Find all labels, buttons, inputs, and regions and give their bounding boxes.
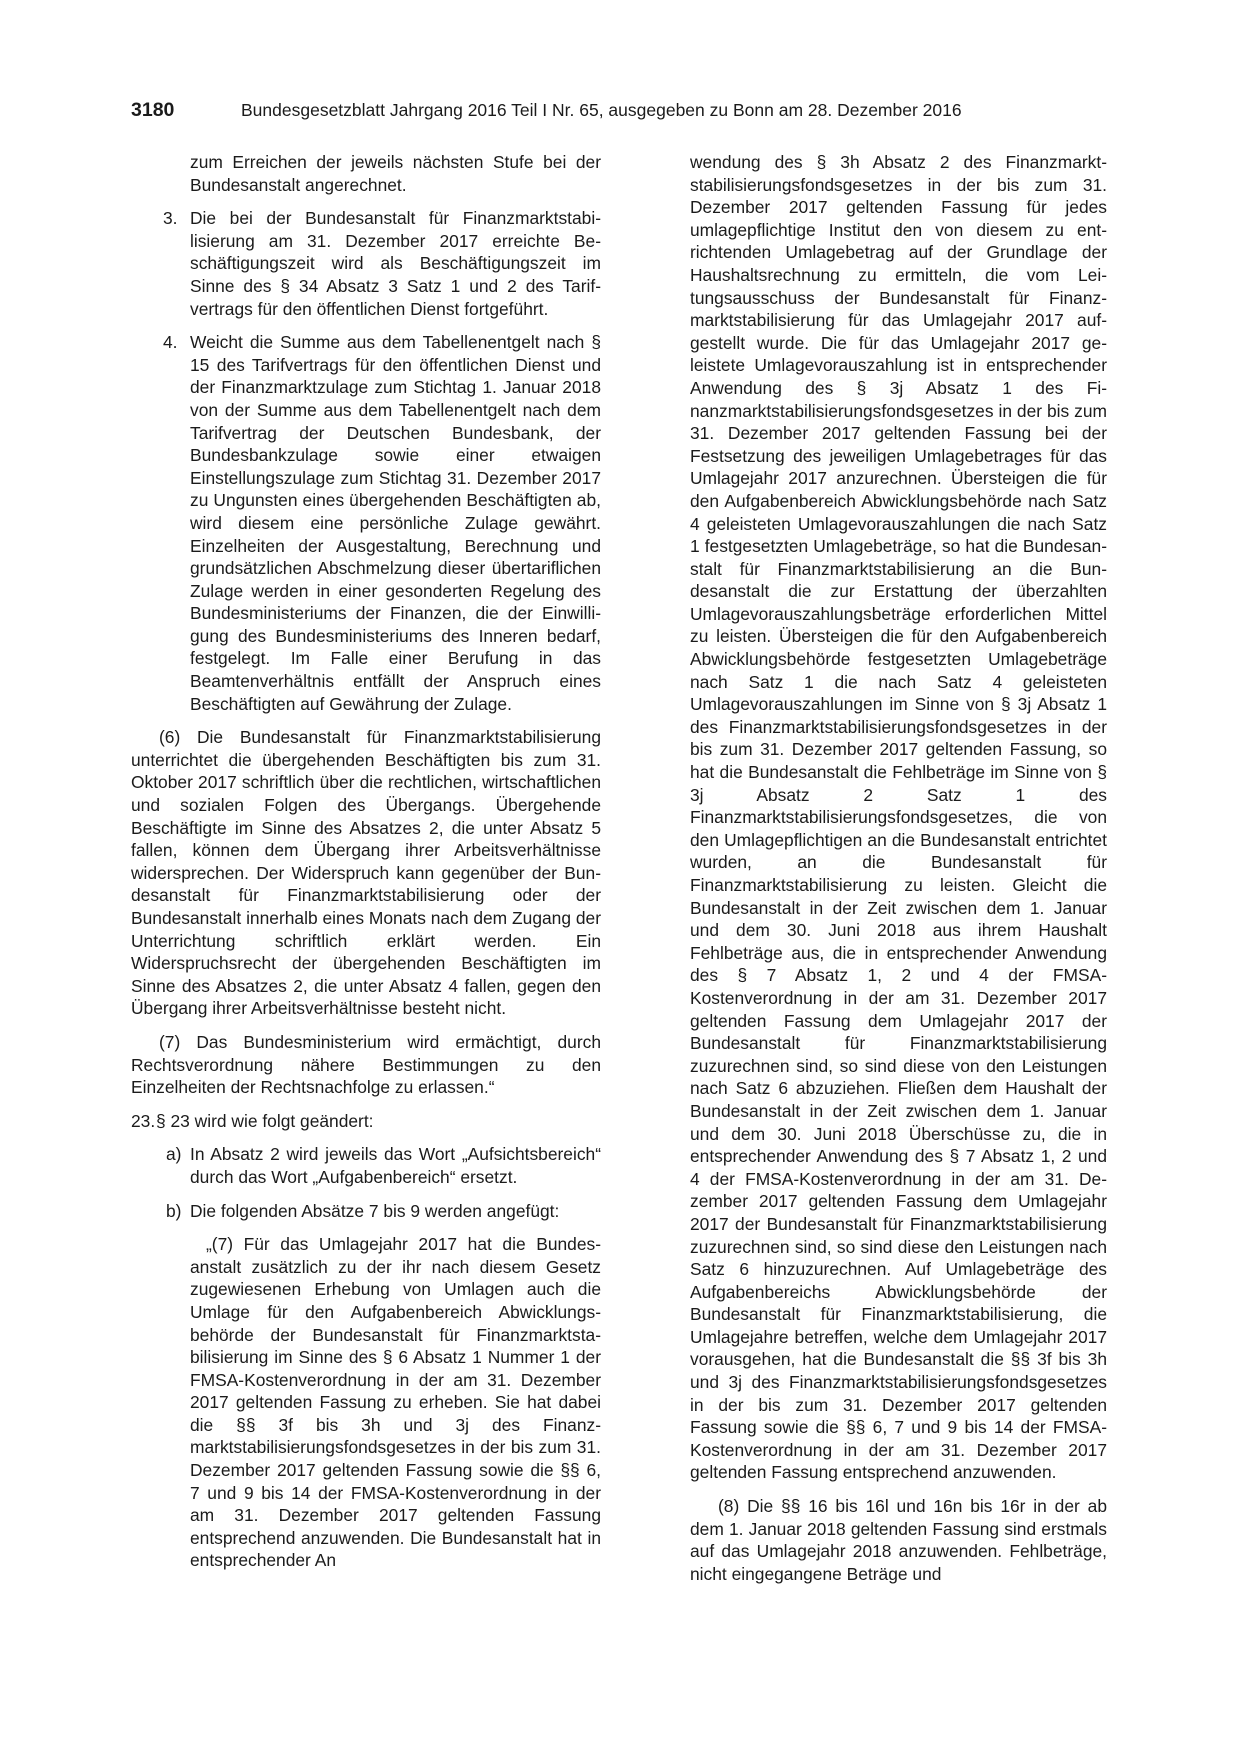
sub-item-letter: a) [166,1144,182,1165]
paragraph-8: (8) Die §§ 16 bis 16l und 16n bis 16r in der ab dem 1. Januar 2018 geltenden Fassung sind erstmals auf das Umlagejahr 2018 anzuwenden. Fehlbeträge, nicht eingegangene Beträge und [690,1496,1107,1584]
list-item-23 [131,1110,601,1133]
list-item-4 [163,331,601,715]
list-item-3 [163,207,601,320]
sub-item-a [166,1143,601,1188]
paragraph-7: (7) Das Bundesministerium wird ermächtigt, durch Rechtsverordnung nähere Bestimmungen zu den Einzelheiten der Rechtsnachfolge zu erlassen.“ [131,1031,601,1098]
sub-item-text: Die folgenden Absätze 7 bis 9 werden angefügt: [190,1200,560,1221]
gazette-title: Bundesgesetzblatt Jahrgang 2016 Teil I Nr. 65, ausgegeben zu Bonn am 28. Dezember 2016 [241,100,962,120]
page-number: 3180 [131,99,175,121]
quoted-paragraph-7: „(7) Für das Umlagejahr 2017 hat die Bundesanstalt zusätzlich zu der ihr nach diesem Gesetz zugewiesenen Erhebung von Umlagen auch die Umlage für den Aufgabenbereich Abwicklungsbehörde der Bundesanstalt für Finanzmarktstabilisierung im Sinne des § 6 Absatz 1 Nummer 1 der FMSA-Kostenverordnung in der am 31. Dezember 2017 geltenden Fassung zu erheben. Sie hat dabei die §§ 3f bis 3h und 3j des Finanzmarktstabilisierungsfondsgesetzes in der bis zum 31. Dezember 2017 geltenden Fassung sowie die §§ 6, 7 und 9 bis 14 der FMSA-Kostenverordnung in der am 31. Dezember 2017 geltenden Fassung entsprechend anzuwenden. Die Bundesanstalt hat in entsprechender An [190,1234,601,1571]
sub-item-b [166,1200,601,1223]
list-number: 3. [163,208,178,229]
sub-item-text: In Absatz 2 wird jeweils das Wort „Aufsichtsbereich“ durch das Wort „Aufgabenbereich“ ersetzt. [190,1144,601,1187]
right-column [690,151,1107,1585]
sub-item-letter: b) [166,1200,182,1221]
list-item-text: Weicht die Summe aus dem Tabellenentgelt nach § 15 des Tarifvertrags für den öffentlichen Dienst und der Finanzmarktzulage zum Stichtag 1. Januar 2018 von der Summe aus dem Tabellenentgelt nach dem Tarifvertrag der Deutschen Bundesbank, der Bundesbankzulage sowie einer etwaigen Einstellungszulage zum Stichtag 31. Dezember 2017 zu Ungunsten eines übergehenden Beschäftigten ab, wird diesem eine persönliche Zulage gewährt. Einzelheiten der Ausgestaltung, Berechnung und grundsätzlichen Abschmelzung dieser übertariflichen Zulage werden in einer gesonderten Regelung des Bundesministeriums der Finanzen, die der Einwilligung des Bundesministeriums des Inneren bedarf, festgelegt. Im Falle einer Berufung in das Beamtenverhältnis entfällt der Anspruch eines Beschäftigten auf Gewährung der Zulage. [190,332,601,714]
left-column [131,151,601,1572]
list-number: 4. [163,332,178,353]
list-number: 23. [131,1110,156,1131]
page-header [131,98,1111,122]
intro-paragraph: zum Erreichen der jeweils nächsten Stufe bei der Bundesanstalt angerechnet. [190,152,601,195]
list-item-text: § 23 wird wie folgt geändert: [156,1110,374,1131]
continuation-paragraph: wendung des § 3h Absatz 2 des Finanzmarktstabilisierungsfondsgesetzes in der bis zum 31. Dezember 2017 geltenden Fassung für jedes umlagepflichtige Institut den von diesem zu entrichtenden Umlagebetrag auf der Grundlage der Haushaltsrechnung zu ermitteln, die vom Leitungsausschuss der Bundesanstalt für Finanzmarktstabilisierung für das Umlagejahr 2017 aufgestellt wurde. Die für das Umlagejahr 2017 geleistete Umlagevorauszahlung ist in entsprechender Anwendung des § 3j Absatz 1 des Finanzmarktstabilisierungsfondsgesetzes in der bis zum 31. Dezember 2017 geltenden Fassung bei der Festsetzung des jeweiligen Umlagebetrages für das Umlagejahr 2017 anzurechnen. Übersteigen die für den Aufgabenbereich Abwicklungsbehörde nach Satz 4 geleisteten Umlagevorauszahlungen die nach Satz 1 festgesetzten Umlagebeträge, so hat die Bundesanstalt für Finanzmarktstabilisierung an die Bundesanstalt die zur Erstattung der überzahlten Umlagevorauszahlungsbeträge erforderlichen Mittel zu leisten. Übersteigen die für den Aufgabenbereich Abwicklungsbehörde festgesetzten Umlagebeträge nach Satz 1 die nach Satz 4 geleisteten Umlagevorauszahlungen im Sinne von § 3j Absatz 1 des Finanzmarktstabilisierungsfondsgesetzes in der bis zum 31. Dezember 2017 geltenden Fassung, so hat die Bundesanstalt die Fehlbeträge im Sinne von § 3j Absatz 2 Satz 1 des Finanzmarktstabilisierungsfondsgesetzes, die von den Umlagepflichtigen an die Bundesanstalt entrichtet wurden, an die Bundesanstalt für Finanzmarktstabilisierung zu leisten. Gleicht die Bundesanstalt in der Zeit zwischen dem 1. Januar und dem 30. Juni 2018 aus ihrem Haushalt Fehlbeträge aus, die in entsprechender Anwendung des § 7 Absatz 1, 2 und 4 der FMSA-Kostenverordnung in der am 31. Dezember 2017 geltenden Fassung dem Umlagejahr 2017 der Bundesanstalt für Finanzmarktstabilisierung zuzurechnen sind, so sind diese von den Leistungen nach Satz 6 abzuziehen. Fließen dem Haushalt der Bundesanstalt in der Zeit zwischen dem 1. Januar und dem 30. Juni 2018 Überschüsse zu, die in entsprechender Anwendung des § 7 Absatz 1, 2 und 4 der FMSA-Kostenverordnung in der am 31. Dezember 2017 geltenden Fassung dem Umlagejahr 2017 der Bundesanstalt für Finanzmarktstabilisierung zuzurechnen sind, so sind diese den Leistungen nach Satz 6 hinzuzurechnen. Auf Umlagebeträge des Aufgabenbereichs Abwicklungsbehörde der Bundesanstalt für Finanzmarktstabilisierung, die Umlagejahre betreffen, welche dem Umlagejahr 2017 vorausgehen, hat die Bundesanstalt die §§ 3f bis 3h und 3j des Finanzmarktstabilisierungsfondsgesetzes in der bis zum 31. Dezember 2017 geltenden Fassung sowie die §§ 6, 7 und 9 bis 14 der FMSA-Kostenverordnung in der am 31. Dezember 2017 geltenden Fassung entsprechend anzuwenden. [690,152,1107,1483]
paragraph-6: (6) Die Bundesanstalt für Finanzmarktstabilisierung unterrichtet die übergehenden Beschäftigten bis zum 31. Oktober 2017 schriftlich über die rechtlichen, wirtschaftlichen und sozialen Folgen des Übergangs. Übergehende Beschäftigte im Sinne des Absatzes 2, die unter Absatz 5 fallen, können dem Übergang ihrer Arbeitsverhältnisse widersprechen. Der Widerspruch kann gegenüber der Bundesanstalt für Finanzmarktstabilisierung oder der Bundesanstalt innerhalb eines Monats nach dem Zugang der Unterrichtung schriftlich erklärt werden. Ein Widerspruchsrecht der übergehenden Beschäftigten im Sinne des Absatzes 2, die unter Absatz 4 fallen, gegen den Übergang ihrer Arbeitsverhältnisse besteht nicht. [131,727,601,1019]
list-item-text: Die bei der Bundesanstalt für Finanzmarktstabilisierung am 31. Dezember 2017 erreichte Beschäftigungszeit wird als Beschäftigungszeit im Sinne des § 34 Absatz 3 Satz 1 und 2 des Tarifvertrags für den öffentlichen Dienst fortgeführt. [190,208,601,319]
